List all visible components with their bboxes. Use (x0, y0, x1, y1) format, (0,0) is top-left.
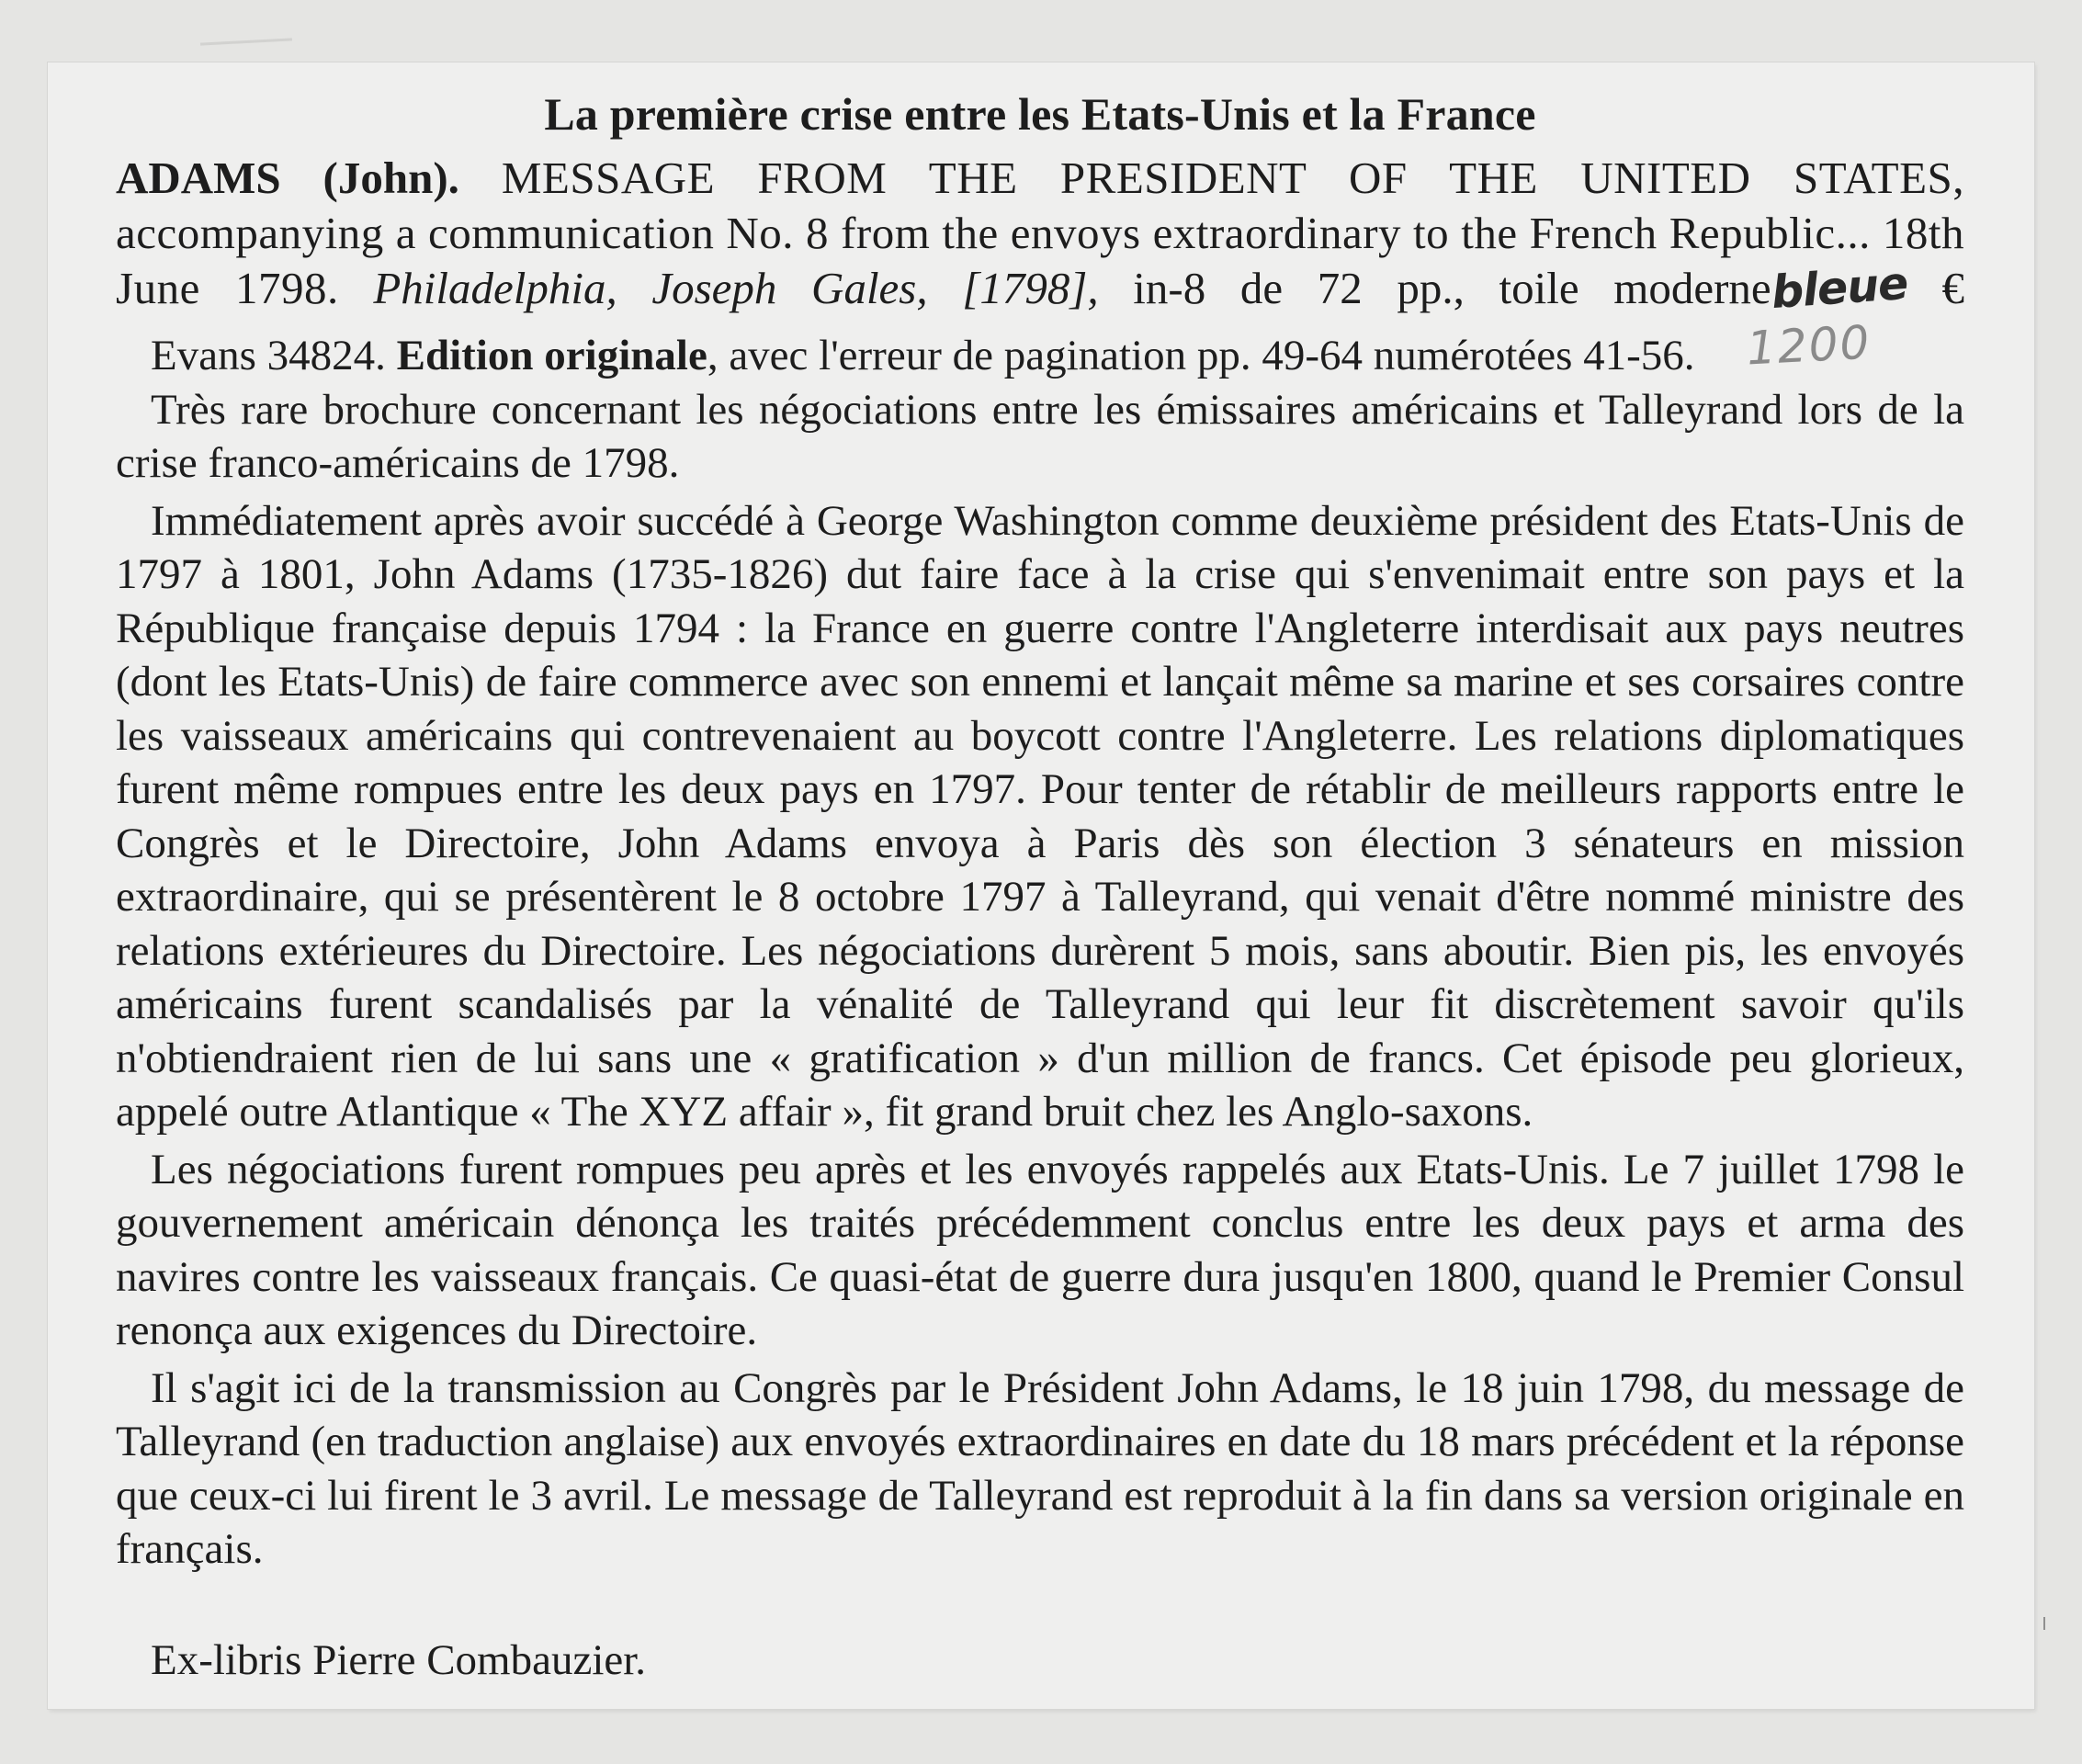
description-paragraph: Très rare brochure concernant les négociations entre les émissaires américains et Talleyrand lors de la crise franco-américains de 1798. (116, 385, 1964, 487)
catalogue-heading: La première crise entre les Etats-Unis et la France (544, 88, 1536, 140)
contents-paragraph: Il s'agit ici de la transmission au Congrès par le Président John Adams, le 18 juin 1798, du message de Talleyrand (en traduction anglaise) aux envoyés extraordinaires en date du 18 mars précédent et la réponse que ceux-ci lui firent le 3 avril. Le message de Talleyrand est reproduit à la fin dans sa version originale en français. (116, 1363, 1964, 1573)
handwritten-price: 1200 (1745, 315, 1873, 376)
edition-label: Edition originale (396, 332, 707, 379)
entry-imprint: Philadelphia, Joseph Gales, [1798], (373, 263, 1099, 313)
bibliography-reference (116, 315, 1964, 383)
aftermath-paragraph: Les négociations furent rompues peu après et les envoyés rappelés aux Etats-Unis. Le 7 juillet 1798 le gouvernement américain dénonça les traités précédemment conclus entre les deux pays et arma des navires contre les vaisseaux français. Ce quasi-état de guerre dura jusqu'en 1800, quand le Premier Consul renonça aux exigences du Directoire. (116, 1145, 1964, 1354)
scan-margin-mark (200, 38, 292, 45)
history-paragraph: Immédiatement après avoir succédé à George Washington comme deuxième président des Etats-Unis de 1797 à 1801, John Adams (1735-1826) dut faire face à la crise qui s'envenimait entre son pays et la République française depuis 1794 : la France en guerre contre l'Angleterre interdisait aux pays neutres (dont les Etats-Unis) de faire commerce avec son ennemi et lançait même sa marine et ses corsaires contre les vaisseaux américains qui contrevenaient au boycott contre l'Angleterre. Les relations diplomatiques furent même rompues entre les deux pays en 1797. Pour tenter de rétablir de meilleurs rapports entre le Congrès et le Directoire, John Adams envoya à Paris dès son élection 3 sénateurs en mission extraordinaire, qui se présentèrent le 8 octobre 1797 à Talleyrand, qui venait d'être nommé ministre des relations extérieures du Directoire. Les négociations durèrent 5 mois, sans aboutir. Bien pis, les envoyés américains furent scandalisés par la vénalité de Talleyrand qui leur fit discrètement savoir qu'ils n'obtiendraient rien de lui sans une « gratification » d'un million de francs. Cet épisode peu glorieux, appelé outre Atlantique « The XYZ affair », fit grand bruit chez les Anglo-saxons. (116, 496, 1964, 1136)
evans-reference: Evans 34824. (151, 332, 386, 379)
entry-description: in-8 de 72 pp., toile moderne (1133, 263, 1771, 313)
handwritten-binding-note: bleue (1769, 256, 1909, 320)
entry-title: MESSAGE FROM THE PRESIDENT OF THE UNITED STATES, accompanying a communication No. 8 from the envoys extraordinary to the French Republic... 18th June 1798. (116, 153, 1965, 313)
scan-edge-mark (2043, 1617, 2045, 1630)
edition-note: , avec l'erreur de pagination pp. 49-64 numérotées 41-56. (707, 332, 1695, 379)
provenance-note: Ex-libris Pierre Combauzier. (151, 1635, 647, 1684)
catalogue-clipping (48, 62, 2034, 1709)
bibliographic-entry (116, 151, 1965, 320)
entry-currency: € (1941, 263, 1965, 313)
entry-author: ADAMS (John). (116, 153, 459, 203)
